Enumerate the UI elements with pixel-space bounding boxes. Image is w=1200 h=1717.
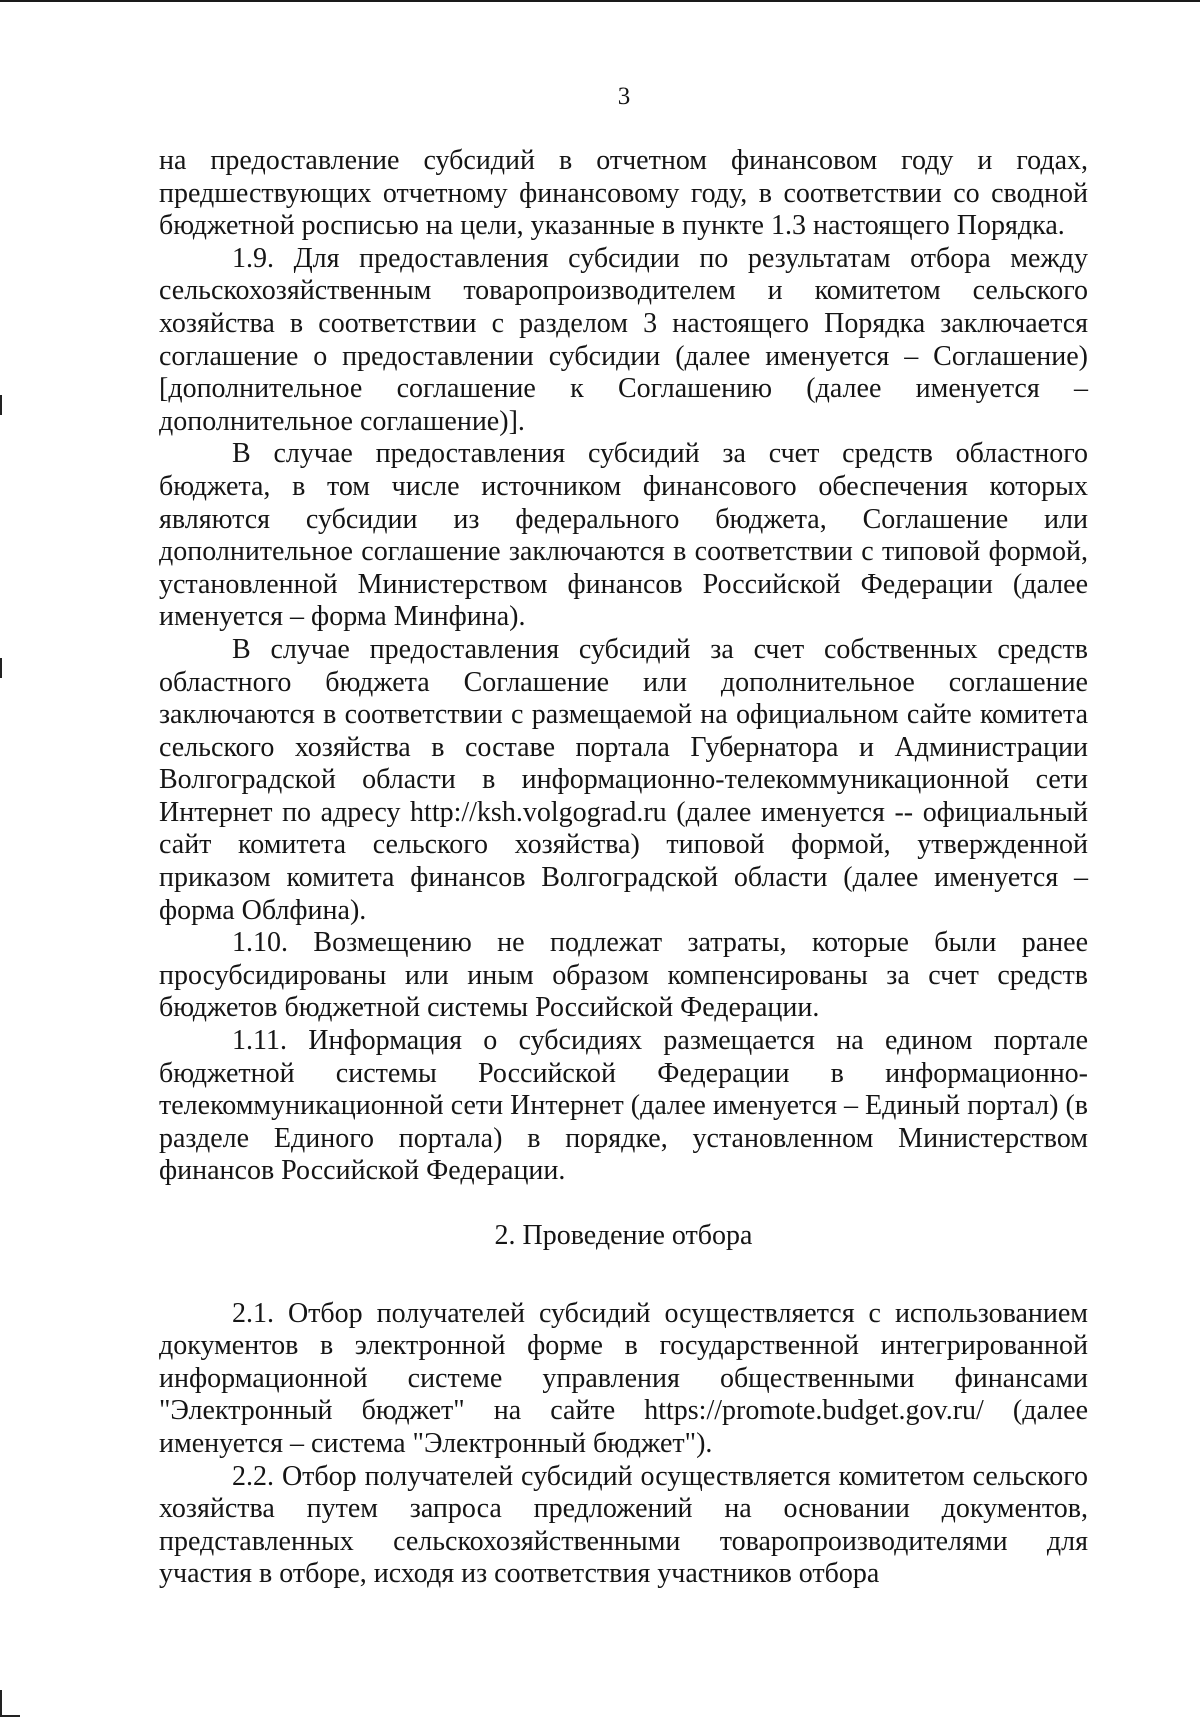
paragraph-oblfin-form: В случае предоставления субсидий за счет собственных средств областного бюджета Соглашение или дополнительное соглашение заключаются в соответствии с размещаемой на официальном сайте комитета сельского хозяйства в составе портала Губернатора и Администрации Волгоградской области в информационно-телекоммуникационной сети Интернет по адресу http://ksh.volgograd.ru (далее именуется -- официальный сайт комитета сельского хозяйства) типовой формой, утвержденной приказом комитета финансов Волгоградской области (далее именуется – форма Облфина). xyxy=(159,633,1088,926)
scan-top-border xyxy=(0,0,1200,2)
paragraph-continuation: на предоставление субсидий в отчетном финансовом году и годах, предшествующих отчетному финансовому году, в соответствии со сводной бюджетной росписью на цели, указанные в пункте 1.3 настоящего Порядка. xyxy=(159,145,1088,242)
paragraph-2-2: 2.2. Отбор получателей субсидий осуществляется комитетом сельского хозяйства путем запроса предложений на основании документов, представленных сельскохозяйственными товаропроизводителями для участия в отборе, исходя из соответствия участников отбора xyxy=(159,1460,1088,1590)
paragraph-minfin-form: В случае предоставления субсидий за счет средств областного бюджета, в том числе источником финансового обеспечения которых являются субсидии из федерального бюджета, Соглашение или дополнительное соглашение заключаются в соответствии с типовой формой, установленной Министерством финансов Российской Федерации (далее именуется – форма Минфина). xyxy=(159,438,1088,633)
page-number: 3 xyxy=(617,83,631,110)
paragraph-1-10: 1.10. Возмещению не подлежат затраты, которые были ранее просубсидированы или иным образом компенсированы за счет средств бюджетов бюджетной системы Российской Федерации. xyxy=(159,927,1088,1024)
scan-margin-mark xyxy=(0,658,2,678)
document-body xyxy=(159,145,1088,1591)
paragraph-2-1: 2.1. Отбор получателей субсидий осуществляется с использованием документов в электронной форме в государственной интегрированной информационной системе управления общественными финансами "Электронный бюджет" на сайте https://promote.budget.gov.ru/ (далее именуется – система "Электронный бюджет"). xyxy=(159,1297,1088,1459)
paragraph-1-9: 1.9. Для предоставления субсидии по результатам отбора между сельскохозяйственным товаропроизводителем и комитетом сельского хозяйства в соответствии с разделом 3 настоящего Порядка заключается соглашение о предоставлении субсидии (далее именуется – Соглашение) [дополнительное соглашение к Соглашению (далее именуется – дополнительное соглашение)]. xyxy=(159,242,1088,437)
paragraph-1-11: 1.11. Информация о субсидиях размещается на едином портале бюджетной системы Российской Федерации в информационно-телекоммуникационной сети Интернет (далее именуется – Единый портал) (в разделе Единого портала) в порядке, установленном Министерством финансов Российской Федерации. xyxy=(159,1025,1088,1187)
scan-margin-mark xyxy=(0,395,2,415)
section-heading: 2. Проведение отбора xyxy=(494,1220,753,1251)
scan-margin-mark xyxy=(0,1690,2,1717)
